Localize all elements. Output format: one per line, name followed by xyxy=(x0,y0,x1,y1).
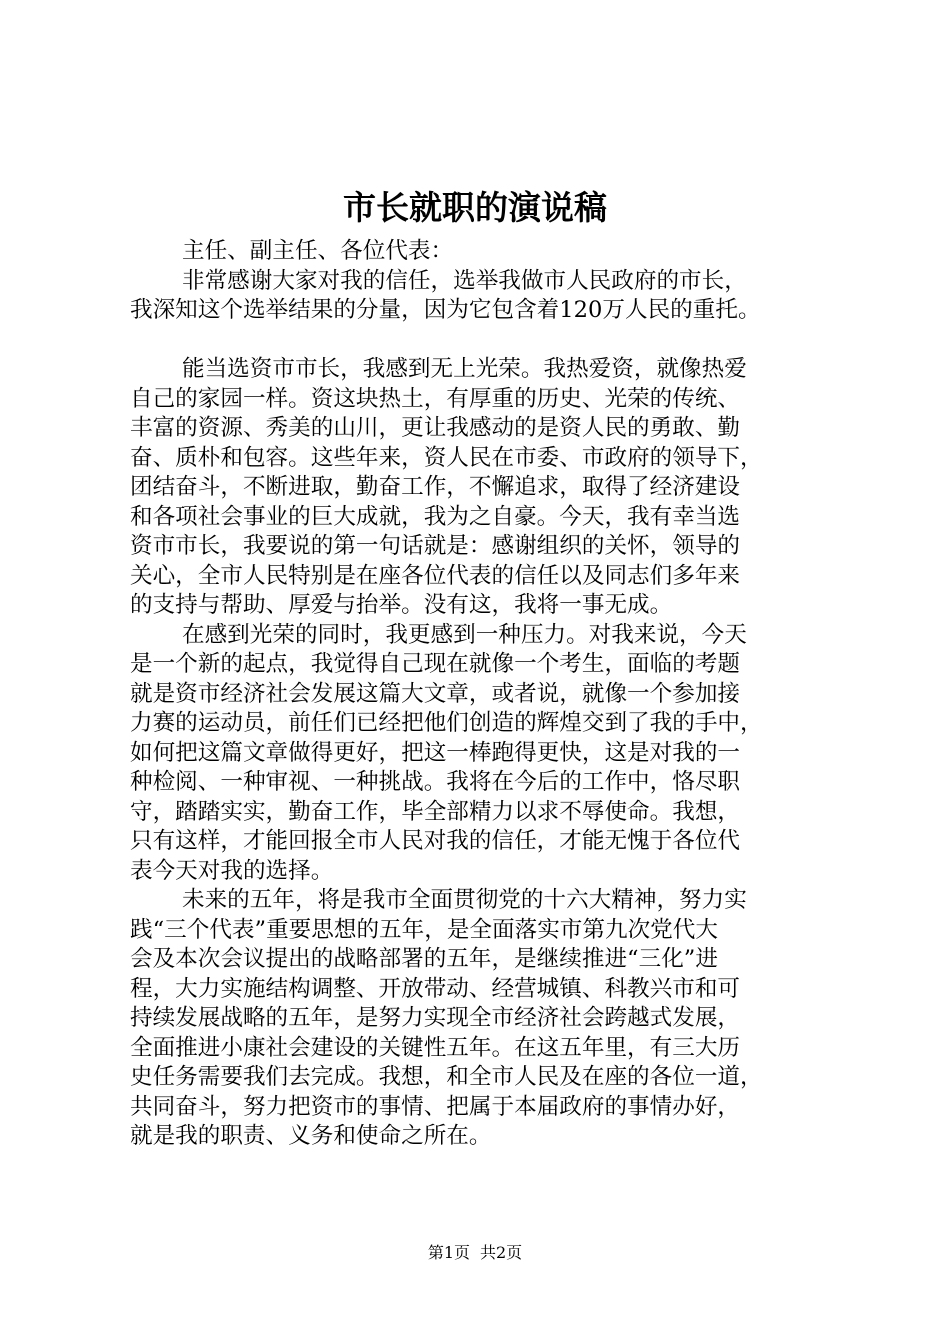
page-number-current: 第1页 xyxy=(427,1243,470,1262)
text-line: 我深知这个选举结果的分量，因为它包含着120万人民的重托。 xyxy=(130,297,761,323)
document-title: 市长就职的演说稿 xyxy=(343,188,607,227)
blank-line xyxy=(130,326,830,356)
text-line: 践“三个代表”重要思想的五年，是全面落实市第九次党代大 xyxy=(130,916,718,943)
page-number-total: 共2页 xyxy=(480,1243,523,1262)
text-line: 表今天对我的选择。 xyxy=(130,857,334,884)
text-line: 就是我的职责、义务和使命之所在。 xyxy=(130,1123,492,1149)
text-line: 全面推进小康社会建设的关键性五年。在这五年里，有三大历 xyxy=(130,1034,741,1061)
text-line: 是一个新的起点，我觉得自己现在就像一个考生，面临的考题 xyxy=(130,651,741,677)
text-line: 程，大力实施结构调整、开放带动、经营城镇、科教兴市和可 xyxy=(130,975,741,1002)
document-body xyxy=(130,237,830,1152)
text-line: 未来的五年，将是我市全面贯彻党的十六大精神，努力实 xyxy=(182,887,747,913)
text-line: 史任务需要我们去完成。我想，和全市人民及在座的各位一道， xyxy=(130,1064,763,1090)
text-line: 种检阅、一种审视、一种挑战。我将在今后的工作中，恪尽职 xyxy=(130,769,741,795)
text-line: 团结奋斗，不断进取，勤奋工作，不懈追求，取得了经济建设 xyxy=(130,474,741,500)
text-line: 力赛的运动员，前任们已经把他们创造的辉煌交到了我的手中， xyxy=(130,710,763,736)
text-line: 能当选资市市长，我感到无上光荣。我热爱资，就像热爱 xyxy=(182,356,747,382)
text-line: 非常感谢大家对我的信任，选举我做市人民政府的市长， xyxy=(182,267,747,294)
text-line: 会及本次会议提出的战略部署的五年，是继续推进“三化”进 xyxy=(130,946,718,972)
text-line: 自己的家园一样。资这块热土，有厚重的历史、光荣的传统、 xyxy=(130,385,741,412)
text-line: 和各项社会事业的巨大成就，我为之自豪。今天，我有幸当选 xyxy=(130,503,741,530)
page-footer xyxy=(0,1243,950,1263)
text-line: 资市市长，我要说的第一句话就是：感谢组织的关怀，领导的 xyxy=(130,533,741,559)
text-line: 如何把这篇文章做得更好，把这一棒跑得更快，这是对我的一 xyxy=(130,739,741,766)
text-line: 共同奋斗，努力把资市的事情、把属于本届政府的事情办好， xyxy=(130,1093,741,1120)
text-line: 守，踏踏实实，勤奋工作，毕全部精力以求不辱使命。我想， xyxy=(130,798,741,825)
text-line: 只有这样，才能回报全市人民对我的信任，才能无愧于各位代 xyxy=(130,828,741,854)
text-line: 奋、质朴和包容。这些年来，资人民在市委、市政府的领导下， xyxy=(130,444,763,471)
text-line: 丰富的资源、秀美的山川，更让我感动的是资人民的勇敢、勤 xyxy=(130,415,741,441)
text-line: 主任、副主任、各位代表： xyxy=(182,238,454,264)
text-line: 的支持与帮助、厚爱与抬举。没有这，我将一事无成。 xyxy=(130,592,673,618)
text-line: 在感到光荣的同时，我更感到一种压力。对我来说，今天 xyxy=(182,621,747,648)
text-line: 持续发展战略的五年，是努力实现全市经济社会跨越式发展， xyxy=(130,1005,741,1031)
text-line: 关心，全市人民特别是在座各位代表的信任以及同志们多年来 xyxy=(130,562,741,589)
text-line: 就是资市经济社会发展这篇大文章，或者说，就像一个参加接 xyxy=(130,680,741,707)
